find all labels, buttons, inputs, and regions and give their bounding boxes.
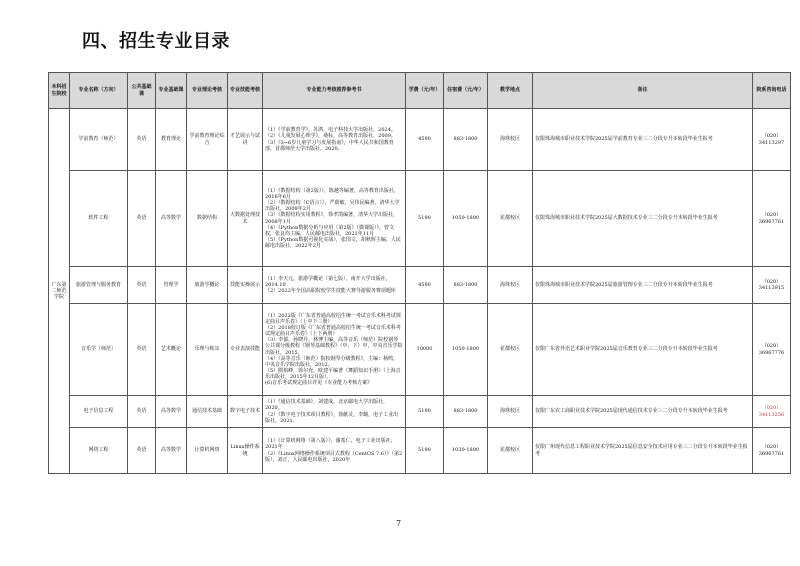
- major-name-cell: 网络工程: [70, 428, 128, 474]
- remarks-cell: 仅限广东农工商职业技术学院2025届现代通信技术专业三二分段专升本转段毕业生报考: [533, 396, 753, 428]
- public-course-cell: 英语: [128, 171, 156, 267]
- public-course-cell: 英语: [128, 396, 156, 428]
- contact-phone-cell: （020）36967776: [753, 304, 791, 396]
- column-header: 院系咨询电话: [753, 73, 791, 109]
- campus-location-cell: 花都校区: [488, 304, 533, 396]
- tuition-cell: 10000: [406, 304, 444, 396]
- dorm-fee-cell: 883-1800: [444, 267, 488, 304]
- major-name-cell: 电子信息工程: [70, 396, 128, 428]
- skill-exam-cell: 数字电子技术: [228, 396, 263, 428]
- theory-exam-cell: 乐理与练耳: [187, 304, 228, 396]
- theory-exam-cell: 旅游学概论: [187, 267, 228, 304]
- dorm-fee-cell: 1030-1800: [444, 428, 488, 474]
- skill-exam-cell: 专业表演技能: [228, 304, 263, 396]
- reference-book-item: （3）李郁、孙晓丹、林博主编，高等音乐（师范）院校钢琴公共课分级教程《钢琴基础教程》（中、下）中，中央音乐学院出版社，2015。: [265, 337, 403, 356]
- column-header: 学费（元/年）: [406, 73, 444, 109]
- table-row: [49, 428, 791, 474]
- theory-exam-cell: 通信技术基础: [187, 396, 228, 428]
- public-course-cell: 英语: [128, 428, 156, 474]
- contact-phone-cell: （020）34113297: [753, 109, 791, 171]
- column-header: 专业能力考核推荐参考书: [263, 73, 406, 109]
- basic-course-cell: 艺术概论: [156, 304, 187, 396]
- public-course-cell: 英语: [128, 109, 156, 171]
- skill-exam-cell: 大数据处理技术: [228, 171, 263, 267]
- reference-book-item: （1）《数据结构（第2版）》，陈越等编著，高等教育出版社，2016年6月: [265, 188, 399, 201]
- theory-exam-cell: 数据结构: [187, 171, 228, 267]
- section-heading: 四、招生专业目录: [82, 31, 230, 52]
- reference-book-item: （2）2022年全国高职院校学生技能大赛导游服务赛项题库: [265, 288, 396, 295]
- table-row: [49, 171, 791, 267]
- tuition-cell: 5190: [406, 171, 444, 267]
- remarks-cell: 仅限广州现代信息工程职业技术学院2025届信息安全技术应用专业三二分段专升本转段毕业生报考: [533, 428, 753, 474]
- public-course-cell: 英语: [128, 267, 156, 304]
- column-header: 专业理论考核: [187, 73, 228, 109]
- table-row: [49, 109, 791, 171]
- skill-exam-cell: Linux操作系统: [228, 428, 263, 474]
- theory-exam-cell: 学前教育理论综合: [187, 109, 228, 171]
- campus-location-cell: 花都校区: [488, 428, 533, 474]
- basic-course-cell: 高等数学: [156, 171, 187, 267]
- major-name-cell: 软件工程: [70, 171, 128, 267]
- reference-book-item: （1）李天元，旅游学概论（第七版），南开大学出版社，2014.10: [265, 275, 391, 288]
- column-header: 备注: [533, 73, 753, 109]
- reference-book-item: （2）2018校订版《广东省普通高校招生统一考试音乐术科考试规定曲目声乐卷》（上下两册）: [265, 325, 401, 338]
- column-header: 专业名称（方向）: [70, 73, 128, 109]
- reference-books-cell: [263, 396, 406, 428]
- reference-book-item: （5）《Python数据可视化实战》，张国文，胡秋辉主编，人民邮电出版社，2022年2月: [265, 236, 401, 249]
- major-name-cell: 音乐学（师范）: [70, 304, 128, 396]
- major-name-cell: 学前教育（师范）: [70, 109, 128, 171]
- reference-book-item: （1）《计算机网络（第八版）》，谢希仁，电子工业出版社，2021年: [265, 438, 396, 451]
- dorm-fee-cell: 1050-1800: [444, 171, 488, 267]
- table-header-row: [49, 73, 791, 109]
- reference-book-item: （4）《Python数据分析与应用（第2版）（微课版）》，曾文权，张良均主编，人民邮电出版社，2021年11月: [265, 224, 395, 237]
- campus-location-cell: 海珠校区: [488, 396, 533, 428]
- major-catalog-table: [48, 72, 791, 474]
- table-row: [49, 304, 791, 396]
- column-header: 教学地点: [488, 73, 533, 109]
- remarks-cell: 仅限珠海城市职业技术学院2025届大数据技术专业三二分段专升本转段毕业生报考: [533, 171, 753, 267]
- reference-books-cell: [263, 171, 406, 267]
- table-row: [49, 267, 791, 304]
- column-header: 住宿费（元/年）: [444, 73, 488, 109]
- campus-location-cell: 海珠校区: [488, 109, 533, 171]
- dorm-fee-cell: 883-1800: [444, 109, 488, 171]
- contact-phone-cell: （020）34113256: [753, 396, 791, 428]
- tuition-cell: 4590: [406, 267, 444, 304]
- remarks-cell: 仅限珠海城市职业技术学院2025届旅游管理专业三二分段专升本转段毕业生报考: [533, 267, 753, 304]
- reference-books-cell: [263, 428, 406, 474]
- tuition-cell: 5190: [406, 396, 444, 428]
- reference-books-cell: [263, 267, 406, 304]
- remarks-cell: 仅限广东省外语艺术职业学院2025届音乐教育专业三二分段专升本转段毕业生报考: [533, 304, 753, 396]
- reference-book-item: （1）《通信技术基础》，刘建成，北京邮电大学出版社，2020。: [265, 399, 389, 412]
- reference-book-item: (6)音乐考试规定曲目详见《专业能力考核方案》: [265, 379, 373, 386]
- reference-book-item: （4）《高等音乐（师范）院校钢琴分级教程》，主编：杨鸣，中央音乐学院出版社，2012。: [265, 355, 399, 368]
- reference-book-item: （2）《儿童发展心理学》，桑标，高等教育出版社，2009。: [265, 133, 396, 140]
- school-name-cell: 广东第二师范学院: [49, 109, 70, 474]
- column-header: 专业基础课: [156, 73, 187, 109]
- tuition-cell: 5190: [406, 428, 444, 474]
- reference-book-item: （2）《数字电子技术项目教程》，徐献灵，李璐，电子工业出版社，2021。: [265, 411, 399, 424]
- reference-book-item: （3）《3~6岁儿童学习与发展指南》，中华人民共和国教育部，首都师范大学出版社，2020。: [265, 139, 394, 152]
- basic-course-cell: 高等数学: [156, 396, 187, 428]
- theory-exam-cell: 计算机网络: [187, 428, 228, 474]
- campus-location-cell: 海珠校区: [488, 267, 533, 304]
- column-header: 本科招生院校: [49, 73, 70, 109]
- column-header: 公共基础课: [128, 73, 156, 109]
- campus-location-cell: 花都校区: [488, 171, 533, 267]
- basic-course-cell: 教育理论: [156, 109, 187, 171]
- basic-course-cell: 高等数学: [156, 428, 187, 474]
- remarks-cell: 仅限珠海城市职业技术学院2025届学前教育专业三二分段专升本转段毕业生报考: [533, 109, 753, 171]
- table-row: [49, 396, 791, 428]
- dorm-fee-cell: 883-1800: [444, 396, 488, 428]
- basic-course-cell: 管理学: [156, 267, 187, 304]
- major-name-cell: 旅游管理与服务教育: [70, 267, 128, 304]
- reference-book-item: （2）《Linux网络操作系统项目式教程（CentOS 7.6）》（第2版），刘正，人民邮电出版社，2020年: [265, 450, 403, 463]
- reference-book-item: （1）2022版《广东省普通高校招生统一考试音乐术科考试规定曲目声乐卷》（上中下三册）: [265, 312, 401, 326]
- reference-books-cell: [263, 304, 406, 396]
- public-course-cell: 英语: [128, 304, 156, 396]
- reference-book-item: （3）《数据结构实用教程》，徐孝凯编著，清华大学出版社，2008年1月: [265, 212, 399, 225]
- reference-book-item: （2）《数据结构（C语言）》，严蔚敏，吴伟民编著，清华大学出版社，2009年2月: [265, 200, 400, 213]
- contact-phone-cell: （020）36967761: [753, 428, 791, 474]
- skill-exam-cell: 才艺展示与试讲: [228, 109, 263, 171]
- reference-books-cell: [263, 109, 406, 171]
- contact-phone-cell: （020）34113915: [753, 267, 791, 304]
- reference-book-item: （5）隋焰峰，徐尔充，欧建平编著《舞蹈知识手册》（上海音乐出版社，2015年12月版）。: [265, 367, 401, 380]
- page-number: 7: [396, 519, 402, 528]
- tuition-cell: 4590: [406, 109, 444, 171]
- reference-book-item: （1）《学前教育学》，苏鸿，电子科技大学出版社，2024。: [265, 127, 396, 134]
- skill-exam-cell: 技能实操展示: [228, 267, 263, 304]
- dorm-fee-cell: 1050-1800: [444, 304, 488, 396]
- column-header: 专业技能考核: [228, 73, 263, 109]
- contact-phone-cell: （020）36967761: [753, 171, 791, 267]
